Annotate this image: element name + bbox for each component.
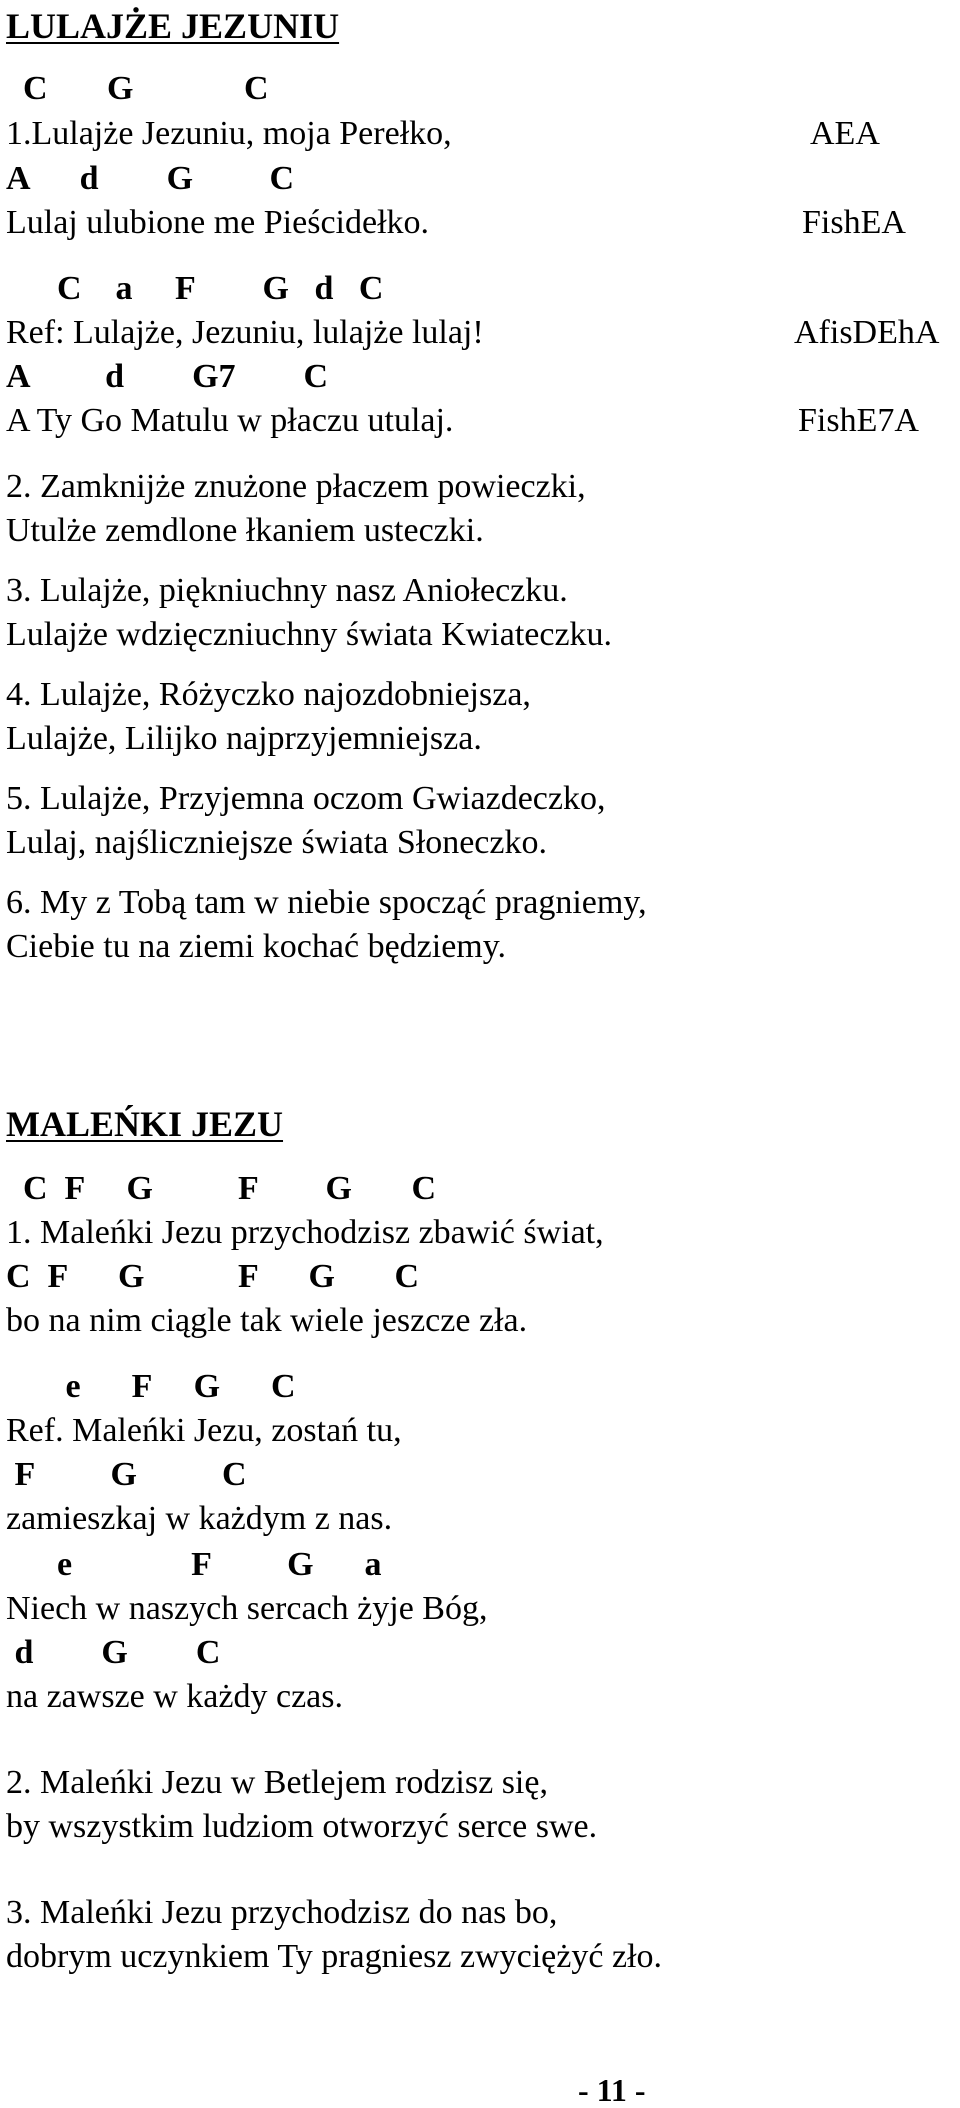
- song-title: MALEŃKI JEZU: [6, 1104, 284, 1144]
- lyric-line: 4. Lulajże, Różyczko najozdobniejsza,: [6, 676, 531, 713]
- chord-line: C F G F G C: [6, 1258, 420, 1295]
- page-number: - 11 -: [578, 2072, 646, 2108]
- lyric-line: 5. Lulajże, Przyjemna oczom Gwiazdeczko,: [6, 780, 606, 817]
- refrain-line: na zawsze w każdy czas.: [6, 1678, 343, 1715]
- refrain-line: Ref. Maleńki Jezu, zostań tu,: [6, 1412, 402, 1449]
- lyric-line: 3. Maleńki Jezu przychodzisz do nas bo,: [6, 1894, 558, 1931]
- chord-line: C G C: [6, 70, 269, 107]
- lyric-line: Lulajże wdzięczniuchny świata Kwiateczku.: [6, 616, 613, 653]
- lyric-line: Utulże zemdlone łkaniem usteczki.: [6, 512, 484, 549]
- lyric-line: 1.Lulajże Jezuniu, moja Perełko,: [6, 115, 452, 152]
- chord-tab: FishEA: [802, 204, 906, 241]
- chord-line: C F G F G C: [6, 1170, 437, 1207]
- chord-line: e F G a: [6, 1546, 382, 1583]
- refrain-line: Niech w naszych sercach żyje Bóg,: [6, 1590, 488, 1627]
- chord-line: A d G7 C: [6, 358, 329, 395]
- refrain-line: Ref: Lulajże, Jezuniu, lulajże lulaj!: [6, 314, 484, 351]
- lyric-line: Lulajże, Lilijko najprzyjemniejsza.: [6, 720, 482, 757]
- lyric-line: 2. Maleńki Jezu w Betlejem rodzisz się,: [6, 1764, 548, 1801]
- lyric-line: 2. Zamknijże znużone płaczem powieczki,: [6, 468, 586, 505]
- lyric-line: Lulaj, najśliczniejsze świata Słoneczko.: [6, 824, 547, 861]
- chord-line: e F G C: [6, 1368, 296, 1405]
- chord-tab: FishE7A: [798, 402, 919, 439]
- song-title: LULAJŻE JEZUNIU: [6, 6, 340, 46]
- refrain-line: A Ty Go Matulu w płaczu utulaj.: [6, 402, 454, 439]
- lyric-line: Ciebie tu na ziemi kochać będziemy.: [6, 928, 507, 965]
- lyric-line: by wszystkim ludziom otworzyć serce swe.: [6, 1808, 598, 1845]
- chord-line: C a F G d C: [6, 270, 384, 307]
- lyric-line: dobrym uczynkiem Ty pragniesz zwyciężyć zło.: [6, 1938, 662, 1975]
- chord-line: F G C: [6, 1456, 247, 1493]
- lyric-line: 1. Maleńki Jezu przychodzisz zbawić świat,: [6, 1214, 604, 1251]
- lyric-line: 3. Lulajże, piękniuchny nasz Aniołeczku.: [6, 572, 568, 609]
- chord-line: d G C: [6, 1634, 221, 1671]
- chord-tab: AEA: [810, 115, 880, 152]
- refrain-line: zamieszkaj w każdym z nas.: [6, 1500, 393, 1537]
- chord-line: A d G C: [6, 160, 295, 197]
- lyric-line: 6. My z Tobą tam w niebie spocząć pragniemy,: [6, 884, 647, 921]
- lyric-line: Lulaj ulubione me Pieścidełko.: [6, 204, 430, 241]
- chord-tab: AfisDEhA: [794, 314, 940, 351]
- lyric-line: bo na nim ciągle tak wiele jeszcze zła.: [6, 1302, 528, 1339]
